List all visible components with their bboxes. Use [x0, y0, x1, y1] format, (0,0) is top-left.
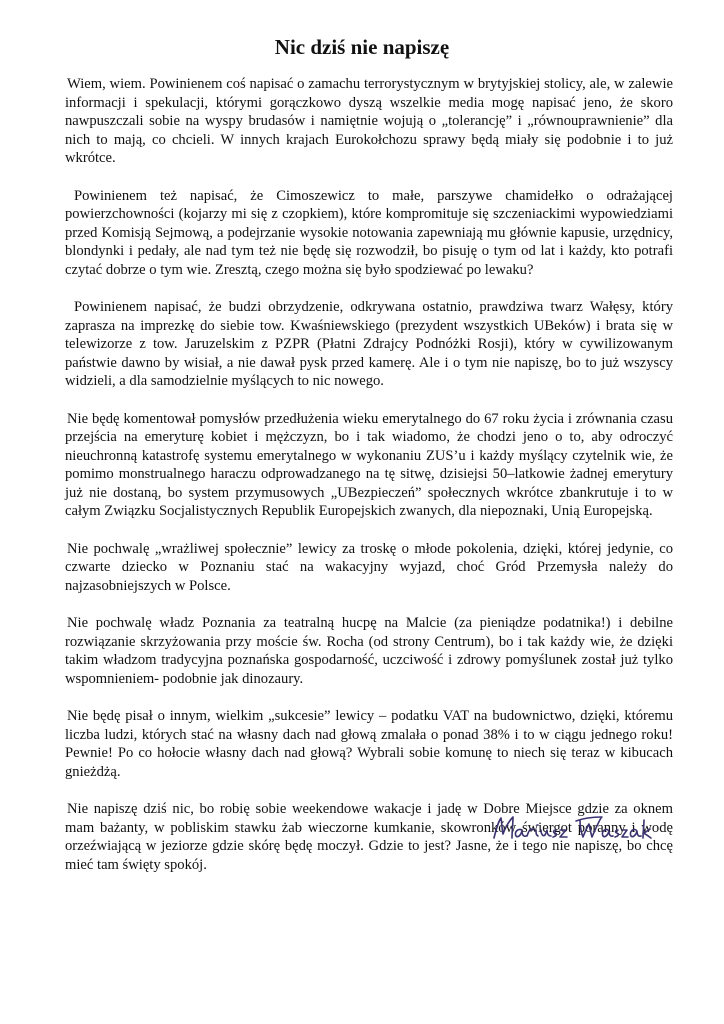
document-body	[65, 75, 673, 893]
paragraph-5: Nie pochwalę „wrażliwej społecznie” lewicy za troskę o młode pokolenia, dzięki, której jedynie, co czwarte dziecko w Poznaniu stać na wakacyjny wyjazd, choć Gród Przemysła należy do najzasobniejszych w Polsce.	[65, 540, 673, 594]
paragraph-6: Nie pochwalę władz Poznania za teatralną hucpę na Malcie (za pieniądze podatnika!) i debilne rozwiązanie skrzyżowania przy moście św. Rocha (od strony Centrum), bo i tak każdy wie, że dzięki takim władzom tradycyjna poznańska gospodarność, uczciwość i zdrowy pomyślunek został już tylko wspomnieniem- podobnie jak dinozaury.	[65, 615, 673, 687]
paragraph-2: Powinienem też napisać, że Cimoszewicz to małe, parszywe chamidełko o odrażającej powierzchowności (kojarzy mi się z czopkiem), które kompromituje się szczeniackimi wypowiedziami przed Komisją Sejmową, a podejrzanie wysokie notowania zapewniają mu głównie kapusie, urzędnicy, blondynki i pedały, ale nad tym też nie będę się rozwodził, bo pisuję o tym od lat i każdy, kto potrafi czytać dobrze o tym wie. Zresztą, czego można się było spodziewać po lewaku?	[65, 187, 673, 278]
signature-drawing	[488, 808, 658, 848]
paragraph-1: Wiem, wiem. Powinienem coś napisać o zamachu terrorystycznym w brytyjskiej stolicy, ale, w zalewie informacji i spekulacji, którymi gorączkowo dyszą wszelkie media mogę napisać jeno, że skoro nawpuszczali sobie na wyspy brudasów i namiętnie wojują o „tolerancję” i „równouprawnienie” dla nich to mają, co chcieli. W innych krajach Eurokołchozu sprawy będą miały się podobnie i to już wkrótce.	[65, 76, 673, 166]
paragraph-7: Nie będę pisał o innym, wielkim „sukcesie” lewicy – podatku VAT na budownictwo, dzięki, któremu liczba ludzi, których stać na własny dach nad głową zmalała o ponad 38% i to w ciągu jednego roku! Pewnie! Po co hołocie własny dach nad głową? Wybrali sobie komunę to niech się teraz w kibucach gnieżdżą.	[65, 708, 673, 780]
paragraph-4: Nie będę komentował pomysłów przedłużenia wieku emerytalnego do 67 roku życia i zrównania czasu przejścia na emeryturę kobiet i mężczyzn, bo i tak wiadomo, że chodzi jeno o to, aby odroczyć nieuchronną katastrofę systemu emerytalnego w wykonaniu ZUS’u i każdy myślący czytelnik wie, że pomimo monstrualnego haraczu odprowadzanego na tę sitwę, dzisiejsi 50–latkowie żadnej emerytury już nie dostaną, bo system przymusowych „UBezpieczeń” społecznych wkrótce zbankrutuje i to w całym Związku Socjalistycznych Republik Europejskich zwanych, dla niepoznaki, Unią Europejską.	[65, 410, 673, 519]
paragraph-8: Nie napiszę dziś nic, bo robię sobie weekendowe wakacje i jadę w Dobre Miejsce gdzie za oknem mam bażanty, w pobliskim stawku żab wieczorne kumkanie, skowronków świergot poranny i wodę orzeźwiającą w jeziorze gdzie skórę będę moczył. Gdzie to jest? Jasne, że i tego nie napiszę, bo chcę mieć tam święty spokój.	[65, 801, 673, 873]
paragraph-3: Powinienem napisać, że budzi obrzydzenie, odkrywana ostatnio, prawdziwa twarz Wałęsy, który zaprasza na imprezkę do siebie tow. Kwaśniewskiego (prezydent wszystkich UBeków) i brata się w telewizorze z tow. Jaruzelskim z PZPR (Płatni Zdrajcy Podnóżki Rosji), który w cywilizowanym państwie dawno by wisiał, a nie dawał pysk przed kamerę. Ale i o tym nie napiszę, bo to już wszyscy widzieli, a dla samodzielnie myślących to nic nowego.	[65, 299, 673, 389]
handwritten-signature	[488, 808, 658, 848]
document-title: Nic dziś nie napiszę	[274, 35, 450, 59]
